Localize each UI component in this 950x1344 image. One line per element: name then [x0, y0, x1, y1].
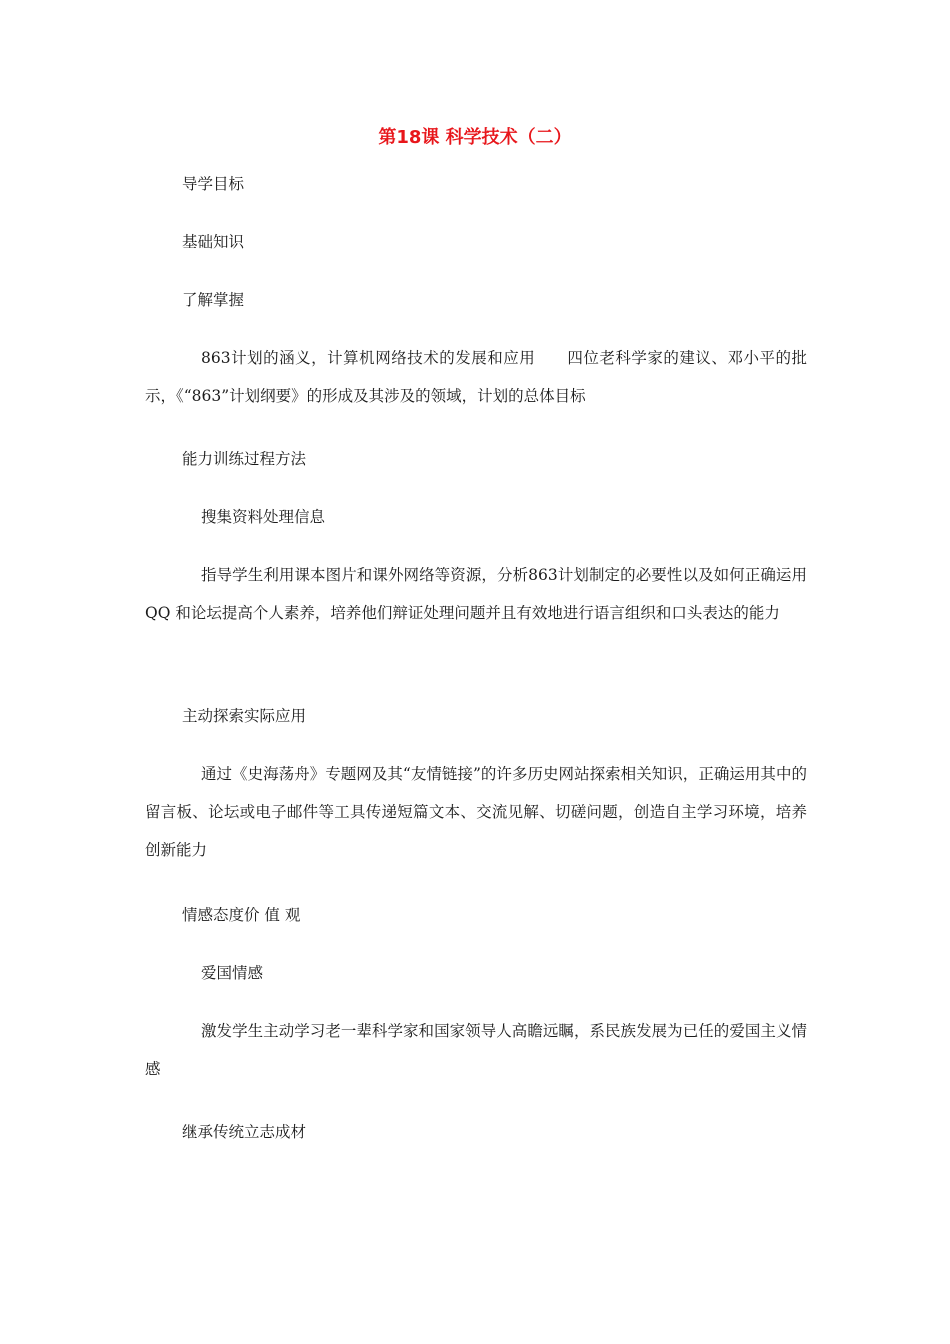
- paragraph-understand: 863计划的涵义，计算机网络技术的发展和应用 四位老科学家的建议、邓小平的批示，《“863”计划纲要》的形成及其涉及的领域，计划的总体目标: [145, 349, 807, 405]
- subheading-collect-info: 搜集资料处理信息: [201, 508, 326, 526]
- paragraph-active-explore: 通过《史海荡舟》专题网及其“友情链接”的许多历史网站探索相关知识，正确运用其中的留言板、论坛或电子邮件等工具传递短篇文本、交流见解、切磋问题，创造自主学习环境，培养创新能力: [145, 765, 807, 859]
- subheading-patriotism: 爱国情感: [201, 964, 264, 982]
- subheading-active-explore: 主动探索实际应用: [182, 707, 307, 725]
- paragraph-collect-info: 指导学生利用课本图片和课外网络等资源，分析863计划制定的必要性以及如何正确运用QQ 和论坛提高个人素养，培养他们辩证处理问题并且有效地进行语言组织和口头表达的能力: [145, 566, 807, 622]
- heading-emotion-values: 情感态度价 值 观: [182, 906, 301, 924]
- heading-guide-goals: 导学目标: [182, 175, 245, 193]
- heading-understand-master: 了解掌握: [182, 291, 245, 309]
- subheading-inherit-tradition: 继承传统立志成材: [182, 1123, 307, 1141]
- heading-basic-knowledge: 基础知识: [182, 233, 245, 251]
- heading-ability-training: 能力训练过程方法: [182, 450, 307, 468]
- page-title: 第18课 科学技术（二）: [378, 127, 572, 148]
- paragraph-patriotism: 激发学生主动学习老一辈科学家和国家领导人高瞻远瞩，系民族发展为已任的爱国主义情感: [145, 1022, 807, 1078]
